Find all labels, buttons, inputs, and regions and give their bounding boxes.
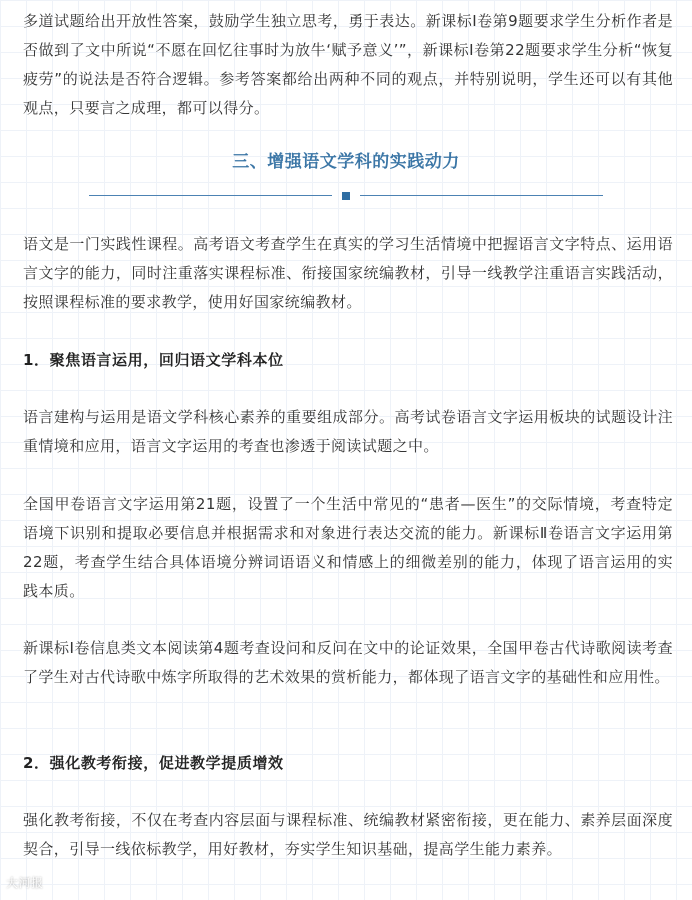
title-divider-left <box>89 195 332 196</box>
paragraph-open-answers: 多道试题给出开放性答案，鼓励学生独立思考，勇于表达。新课标Ⅰ卷第9题要求学生分析作者是否做到了文中所说“不愿在回忆往事时为放牛‘赋予意义’”，新课标Ⅰ卷第22题要求学生分析“恢复疲劳”的说法是否符合逻辑。参考答案都给出两种不同的观点，并特别说明，学生还可以有其他观点，只要言之成理，都可以得分。 <box>23 12 673 117</box>
paragraph-information-reading: 新课标Ⅰ卷信息类文本阅读第4题考查设问和反问在文中的论证效果，全国甲卷古代诗歌阅读考查了学生对古代诗歌中炼字所取得的艺术效果的赏析能力，都体现了语言文字的基础性和应用性。 <box>23 639 673 686</box>
paragraph-practice-course: 语文是一门实践性课程。高考语文考查学生在真实的学习生活情境中把握语言文字特点、运用语言文字的能力，同时注重落实课程标准、衔接国家统编教材，引导一线教学注重语言实践活动，按照课程标准的要求教学，使用好国家统编教材。 <box>23 235 673 311</box>
paragraph-national-paper-a: 全国甲卷语言文字运用第21题，设置了一个生活中常见的“患者—医生”的交际情境，考查特定语境下识别和提取必要信息并根据需求和对象进行表达交流的能力。新课标Ⅱ卷语言文字运用第22题，考查学生结合具体语境分辨词语语义和情感上的细微差别的能力，体现了语言运用的实践本质。 <box>23 495 673 600</box>
paragraph-language-construction: 语言建构与运用是语文学科核心素养的重要组成部分。高考试卷语言文字运用板块的试题设计注重情境和应用，语言文字运用的考查也渗透于阅读试题之中。 <box>23 408 673 455</box>
subheading-teaching-exam: 2．强化教考衔接，促进教学提质增效 <box>23 754 284 772</box>
title-divider-right <box>360 195 603 196</box>
subheading-language-use: 1．聚焦语言运用，回归语文学科本位 <box>23 351 284 369</box>
section-title: 三、增强语文学科的实践动力 <box>232 152 460 172</box>
watermark-logo: 大河报 <box>6 876 44 890</box>
title-divider-square-icon <box>342 192 350 200</box>
paragraph-teaching-exam-link: 强化教考衔接，不仅在考查内容层面与课程标准、统编教材紧密衔接，更在能力、素养层面深度契合，引导一线依标教学，用好教材，夯实学生知识基础，提高学生能力素养。 <box>23 811 673 858</box>
